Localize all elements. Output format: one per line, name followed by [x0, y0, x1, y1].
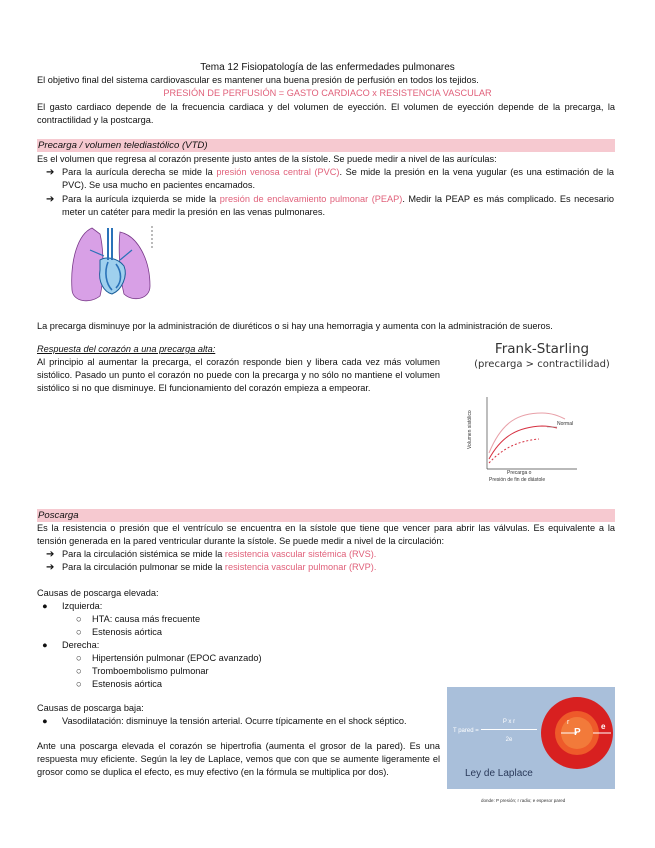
- der-item-3: Estenosis aórtica: [92, 679, 162, 689]
- arrow-icon: ➔: [46, 167, 55, 178]
- y-axis-label: Volumen sistólico: [467, 410, 473, 449]
- laplace-title: Ley de Laplace: [465, 768, 533, 779]
- izq-item-1: HTA: causa más frecuente: [92, 614, 201, 624]
- gasto-text: El gasto cardiaco depende de la frecuencia cardiaca y del volumen de eyección. El volumen de eyección depende de la precarga, la contractilidad y la postcarga.: [37, 102, 615, 126]
- fraction-line: [481, 729, 537, 730]
- poscarga-heading: Poscarga: [37, 509, 615, 522]
- arrow-icon: ➔: [46, 194, 55, 205]
- frank-starling-subtitle: (precarga > contractilidad): [474, 359, 610, 370]
- high-afterload-heading: Causas de poscarga elevada:: [37, 588, 159, 598]
- laplace-r: r: [567, 719, 570, 726]
- laplace-e: e: [601, 722, 606, 731]
- x-axis-label: Precarga o: [507, 470, 532, 476]
- laplace-denominator: 2e: [505, 737, 513, 743]
- bullet-circle: ○: [76, 666, 82, 676]
- poscarga-item-rvs: ➔ Para la circulación sistémica se mide la resistencia vascular sistémica (RVS).: [46, 548, 614, 561]
- precarga-heading: Precarga / volumen telediastólico (VTD): [37, 139, 615, 152]
- diuretics-text: La precarga disminuye por la administración de diuréticos o si hay una hemorragia y aumenta con la administración de sueros.: [37, 321, 553, 331]
- der-item-2: Tromboembolismo pulmonar: [92, 666, 209, 676]
- bullet-circle: ○: [76, 627, 82, 637]
- laplace-p: P: [574, 727, 581, 738]
- bullet-circle: ○: [76, 679, 82, 689]
- normal-label: Normal: [557, 421, 574, 427]
- laplace-numerator: P x r: [502, 719, 516, 725]
- low-item: Vasodilatación: disminuye la tensión arterial. Ocurre típicamente en el shock séptico.: [62, 716, 407, 726]
- arrow-icon: ➔: [46, 562, 55, 573]
- precarga-definition: Es el volumen que regresa al corazón presente justo antes de la sístole. Se puede medir a nivel de las aurículas:: [37, 154, 497, 164]
- derecha-label: Derecha:: [62, 640, 100, 650]
- precarga-item-peap: ➔ Para la aurícula izquierda se mide la presión de enclavamiento pulmonar (PEAP). Medir la PEAP es más complicado. Es necesario meter un catéter para medir la presión en las venas pulmonares.: [46, 194, 614, 218]
- low-afterload-heading: Causas de poscarga baja:: [37, 703, 144, 713]
- response-text: Al principio al aumentar la precarga, el corazón responde bien y libera cada vez más volumen sistólico. Pasado un punto el corazón no puede con la precarga y no sólo no mantiene el volumen sistólico si no que disminuye. El funcionamiento del corazón empieza a empeorar.: [37, 357, 440, 394]
- laplace-caption: donde: P presión; r radio; e espesor pared: [481, 798, 566, 803]
- frank-starling-title: Frank-Starling: [494, 341, 590, 357]
- bullet-circle: ○: [76, 653, 82, 663]
- hypertrophy-text: Ante una poscarga elevada el corazón se hipertrofia (aumenta el grosor de la pared). Es una respuesta muy eficiente. Según la ley de Laplace, vemos que con que se aumente ligeramente el grosor como se duplica el efecto, es muy efectivo (en la fórmula se multiplica por dos).: [37, 741, 440, 778]
- laplace-figure: [447, 687, 615, 789]
- response-heading: Respuesta del corazón a una precarga alta:: [37, 344, 216, 354]
- der-item-1: Hipertensión pulmonar (EPOC avanzado): [92, 653, 262, 663]
- poscarga-definition: Es la resistencia o presión que el ventrículo se encuentra en la sístole que tiene que vencer para abrir las válvulas. Es equivalente a la tensión generada en la pared ventricular durante la sístole. Se puede medir a nivel de la circulación:: [37, 523, 615, 547]
- precarga-item-pvc: ➔ Para la aurícula derecha se mide la presión venosa central (PVC). Se mide la presión en la vena yugular (es una estimación de la PVC). Se usa mucho en pacientes encamados.: [46, 167, 614, 191]
- bullet-dot: ●: [42, 601, 48, 611]
- laplace-lhs: T pared =: [453, 728, 479, 734]
- page-title: Tema 12 Fisiopatología de las enfermedades pulmonares: [200, 62, 455, 73]
- frank-starling-chart: [467, 383, 587, 487]
- izq-item-2: Estenosis aórtica: [92, 627, 162, 637]
- izquierda-label: Izquierda:: [62, 601, 103, 611]
- bullet-dot: ●: [42, 716, 48, 726]
- x-axis-label-2: Presión de fin de diástole: [489, 477, 546, 483]
- bullet-dot: ●: [42, 640, 48, 650]
- bullet-circle: ○: [76, 614, 82, 624]
- curve-upper: [489, 413, 565, 453]
- poscarga-item-rvp: ➔ Para la circulación pulmonar se mide la resistencia vascular pulmonar (RVP).: [46, 561, 614, 574]
- heart-lung-illustration: [60, 220, 165, 310]
- perfusion-formula: PRESIÓN DE PERFUSIÓN = GASTO CARDIACO x RESISTENCIA VASCULAR: [163, 88, 492, 98]
- arrow-icon: ➔: [46, 549, 55, 560]
- intro-text: El objetivo final del sistema cardiovascular es mantener una buena presión de perfusión en todos los tejidos.: [37, 75, 479, 85]
- curve-low: [489, 439, 539, 463]
